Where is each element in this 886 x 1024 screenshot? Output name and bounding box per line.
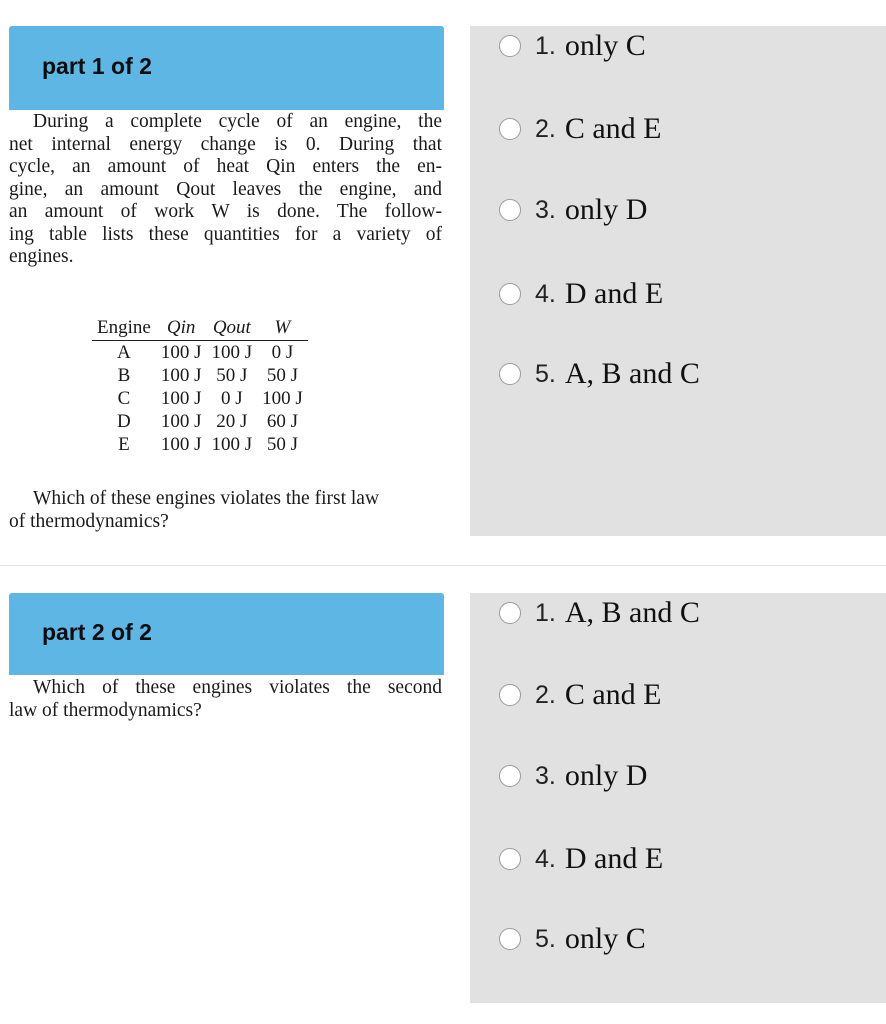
table-cell: 100 J [262, 388, 303, 409]
part1-intro [9, 111, 442, 269]
part1-option-3[interactable] [499, 190, 647, 230]
header-qin: Qin [156, 314, 207, 341]
section-divider [0, 565, 886, 566]
table-row [92, 433, 308, 456]
option-label: D and E [564, 842, 664, 875]
part1-header [9, 26, 444, 110]
radio-button[interactable] [499, 928, 521, 950]
intro-line-2: net internal energy change is 0. During that [9, 133, 442, 155]
table-row [92, 387, 308, 410]
radio-button[interactable] [499, 602, 521, 624]
option-label: only D [564, 759, 648, 792]
table-cell: D [117, 411, 131, 432]
part1-option-4[interactable] [499, 274, 663, 314]
part2-option-4[interactable] [499, 839, 663, 879]
table-row [92, 364, 308, 387]
part2-option-1[interactable] [499, 593, 700, 633]
part1-title: part 1 of 2 [42, 53, 152, 79]
table-header-row [92, 314, 308, 341]
radio-button[interactable] [499, 765, 521, 787]
table-cell: B [117, 365, 131, 386]
radio-button[interactable] [499, 363, 521, 385]
radio-button[interactable] [499, 199, 521, 221]
engine-table [92, 314, 308, 456]
intro-line-3: cycle, an amount of heat Qin enters the en- [9, 156, 442, 177]
question-line-1: Which of these engines violates the second [33, 677, 442, 698]
option-number: 2. [535, 680, 556, 709]
intro-line-1: During a complete cycle of an engine, the [33, 111, 442, 132]
intro-line-4: gine, an amount Qout leaves the engine, and [9, 178, 442, 200]
option-label: only D [564, 193, 648, 226]
table-cell: 0 J [220, 388, 243, 409]
option-label: C and E [564, 678, 662, 711]
table-cell: 100 J [160, 411, 202, 432]
option-number: 1. [535, 31, 556, 60]
table-cell: 100 J [160, 434, 202, 455]
part2-answers-panel [470, 593, 886, 1003]
part1-option-1[interactable] [499, 26, 646, 66]
table-cell: 100 J [211, 342, 253, 363]
table-row [92, 341, 308, 365]
header-w: W [257, 314, 308, 341]
radio-button[interactable] [499, 118, 521, 140]
part1-option-2[interactable] [499, 109, 662, 149]
part1-option-5[interactable] [499, 354, 700, 394]
table-cell: 100 J [160, 365, 202, 386]
table-cell: 100 J [160, 342, 202, 363]
part1-answers-panel [470, 26, 886, 536]
table-cell: 50 J [266, 365, 299, 386]
table-cell: C [117, 388, 131, 409]
table-cell: 50 J [266, 434, 299, 455]
option-number: 4. [535, 844, 556, 873]
table-cell: E [118, 434, 130, 455]
intro-line-6: ing table lists these quantities for a variety of [9, 223, 442, 245]
part2-option-5[interactable] [499, 919, 646, 959]
intro-line-7: engines. [9, 246, 74, 267]
part2-question [9, 677, 442, 722]
radio-button[interactable] [499, 283, 521, 305]
table-cell: 100 J [211, 434, 253, 455]
table-cell: 0 J [271, 342, 294, 363]
option-number: 5. [535, 924, 556, 953]
part2-header [9, 593, 444, 675]
header-qout: Qout [206, 314, 257, 341]
option-number: 3. [535, 761, 556, 790]
option-number: 2. [535, 114, 556, 143]
table-cell: 20 J [216, 411, 248, 432]
option-label: C and E [564, 112, 662, 145]
question-line-2: of thermodynamics? [9, 510, 169, 532]
option-label: only C [564, 922, 646, 955]
intro-line-5: an amount of work W is done. The follow- [9, 201, 442, 222]
table-cell: A [117, 342, 131, 363]
table-cell: 50 J [216, 365, 248, 386]
table-row [92, 410, 308, 433]
option-number: 3. [535, 195, 556, 224]
part1-question [9, 488, 442, 533]
header-engine: Engine [92, 314, 156, 341]
option-label: A, B and C [564, 357, 700, 390]
option-label: only C [564, 29, 646, 62]
radio-button[interactable] [499, 848, 521, 870]
part2-option-3[interactable] [499, 756, 647, 796]
radio-button[interactable] [499, 35, 521, 57]
option-number: 4. [535, 279, 556, 308]
option-label: A, B and C [564, 596, 700, 629]
table-cell: 60 J [266, 411, 299, 432]
question-line-1: Which of these engines violates the first law [33, 488, 380, 509]
table-cell: 100 J [160, 388, 202, 409]
option-label: D and E [564, 277, 664, 310]
option-number: 5. [535, 359, 556, 388]
part2-title: part 2 of 2 [42, 619, 152, 645]
radio-button[interactable] [499, 684, 521, 706]
option-number: 1. [535, 598, 556, 627]
question-line-2: law of thermodynamics? [9, 699, 202, 721]
part2-option-2[interactable] [499, 675, 662, 715]
